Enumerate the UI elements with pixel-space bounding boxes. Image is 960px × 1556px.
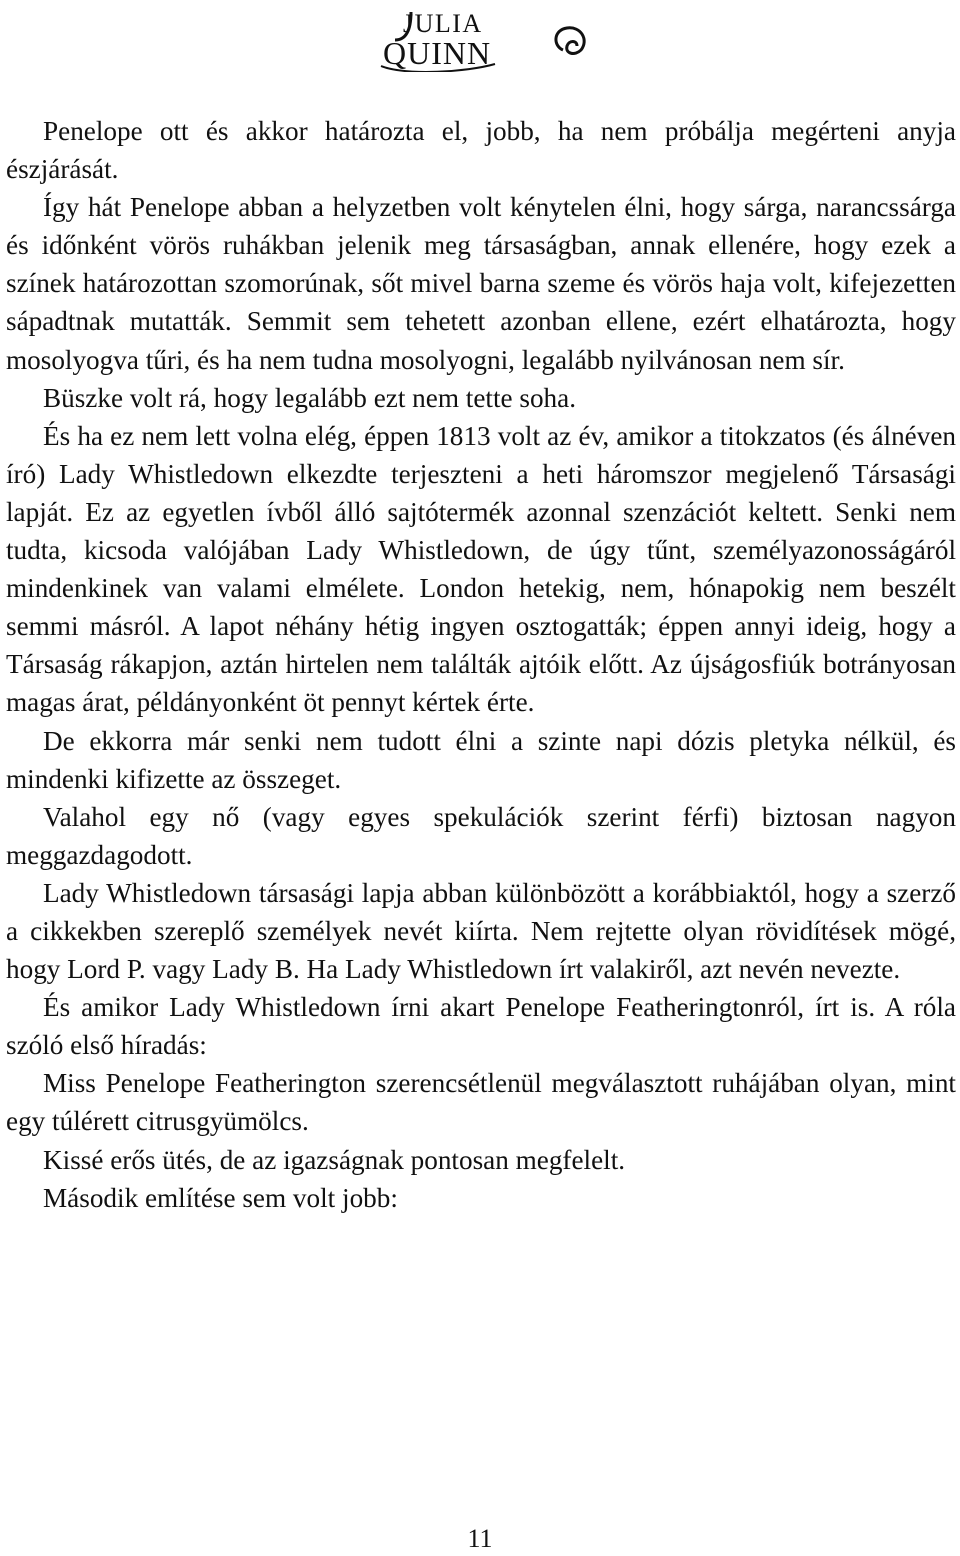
page-number: 11 [467,1524,493,1553]
page-body-text [6,112,956,1217]
logo-swirl [556,28,584,54]
author-logo-graphic [377,6,597,72]
logo-line-quinn: QUINN [383,35,492,71]
paragraph: Így hát Penelope abban a helyzetben volt kénytelen élni, hogy sárga, narancssárga és időnként vörös ruhákban jelenik meg társaságban, annak ellenére, hogy ezek a színek határozottan szomorúnak, sőt mivel barna szeme és vörös haja volt, kifejezetten sápadtnak mutatták. Semmit sem tehetett azonban ellene, ezért elhatározta, hogy mosolyogva tűri, és ha nem tudna mosolyogni, legalább nyilvánosan nem sír. [6,192,956,375]
paragraph: Miss Penelope Featherington szerencsétlenül megválasztott ruhájában olyan, mint egy túlérett citrusgyümölcs. [6,1068,956,1137]
author-logo [377,6,597,72]
paragraph: Lady Whistledown társasági lapja abban különbözött a korábbiaktól, hogy a szerző a cikkekben szereplő személyek nevét kiírta. Nem rejtette olyan rövidítések mögé, hogy Lord P. vagy Lady B. Ha Lady Whistledown írt valakiről, azt nevén nevezte. [6,877,956,985]
logo-line-julia: JULIA [403,9,483,38]
paragraph: Büszke volt rá, hogy legalább ezt nem tette soha. [43,382,577,413]
paragraph: Kissé erős ütés, de az igazságnak pontosan megfelelt. [43,1144,626,1175]
paragraph: Valahol egy nő (vagy egyes spekulációk szerint férfi) biztosan nagyon meggazdagodott. [6,801,956,870]
paragraph: Második említése sem volt jobb: [43,1182,398,1213]
paragraph: De ekkorra már senki nem tudott élni a szinte napi dózis pletyka nélkül, és mindenki kifizette az összeget. [6,725,956,794]
paragraph: És amikor Lady Whistledown írni akart Penelope Featheringtonról, írt is. A róla szóló első híradás: [6,992,956,1061]
paragraph: Penelope ott és akkor határozta el, jobb, ha nem próbálja megérteni anyja észjárását. [6,116,956,185]
paragraph: És ha ez nem lett volna elég, éppen 1813 volt az év, amikor a titokzatos (és álnéven író) Lady Whistledown elkezdte terjeszteni a heti háromszor megjelenő Társasági lapját. Ez az egyetlen ívből álló sajtótermék azonnal szenzációt keltett. Senki nem tudta, kicsoda valójában Lady Whistledown, de úgy tűnt, személyazonosságáról mindenkinek van valami elmélete. London hetekig, nem, hónapokig nem beszélt semmi másról. A lapot néhány hétig ingyen osztogatták; éppen annyi ideig, hogy a Társaság rákapjon, aztán hirtelen nem találták ajtóik előtt. Az újságosfiúk botrányosan magas árat, példányonként öt pennyt kértek érte. [6,420,956,718]
